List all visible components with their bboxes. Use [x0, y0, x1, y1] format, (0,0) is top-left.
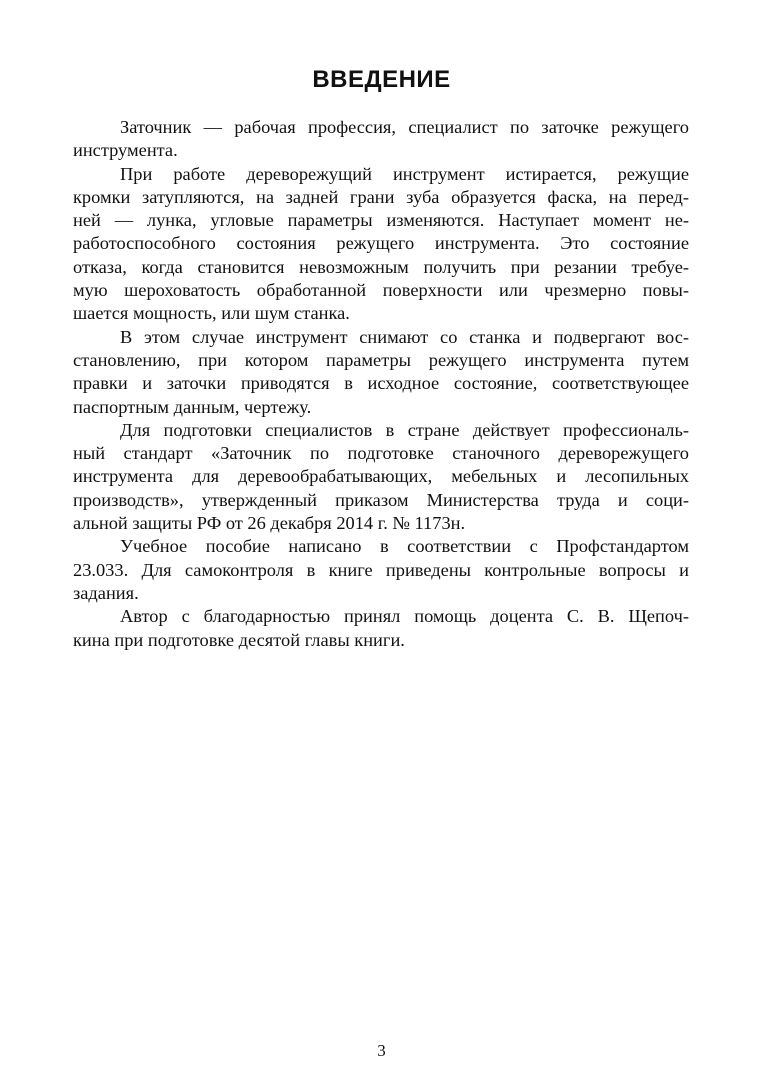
- text-line: правки и заточки приводятся в исходное состояние, соответствующее: [73, 373, 689, 394]
- text-line: ный стандарт «Заточник по подготовке станочного дереворежущего: [73, 443, 689, 464]
- text-line: кромки затупляются, на задней грани зуба образуется фаска, на перед-: [73, 186, 689, 207]
- paragraph-3: [73, 326, 689, 419]
- paragraph-4: [73, 419, 689, 535]
- text-line: шается мощность, или шум станка.: [73, 303, 350, 324]
- text-line: кина при подготовке десятой главы книги.: [73, 629, 405, 650]
- text-line: производств», утвержденный приказом Министерства труда и соци-: [73, 489, 689, 510]
- page-title: ВВЕДЕНИЕ: [312, 66, 451, 93]
- text-line: Учебное пособие написано в соответствии с Профстандартом: [120, 536, 689, 557]
- paragraph-2: [73, 163, 689, 326]
- text-line: В этом случае инструмент снимают со станка и подвергают вос-: [120, 326, 689, 347]
- body-text: [73, 116, 689, 652]
- paragraph-6: [73, 605, 689, 652]
- text-line: становлению, при котором параметры режущего инструмента путем: [73, 349, 689, 370]
- text-line: 23.033. Для самоконтроля в книге приведены контрольные вопросы и: [73, 559, 689, 580]
- paragraph-1: [73, 116, 689, 163]
- text-line: отказа, когда становится невозможным получить при резании требуе-: [73, 256, 689, 277]
- text-line: Для подготовки специалистов в стране действует профессиональ-: [120, 419, 689, 440]
- text-line: При работе дереворежущий инструмент истирается, режущие: [120, 163, 689, 184]
- text-line: альной защиты РФ от 26 декабря 2014 г. № 1173н.: [73, 513, 466, 534]
- text-line: Заточник — рабочая профессия, специалист по заточке режущего: [120, 117, 689, 137]
- text-line: работоспособного состояния режущего инструмента. Это состояние: [73, 233, 689, 254]
- text-line: Автор с благодарностью принял помощь доцента С. В. Щепоч-: [120, 606, 689, 627]
- text-line: задания.: [73, 582, 139, 603]
- text-line: инструмента для деревообрабатывающих, мебельных и лесопильных: [73, 466, 689, 487]
- paragraph-5: [73, 535, 689, 605]
- text-line: инструмента.: [73, 140, 178, 161]
- text-line: ней — лунка, угловые параметры изменяются. Наступает момент не-: [73, 210, 689, 231]
- text-line: паспортным данным, чертежу.: [73, 396, 312, 417]
- page-number: 3: [377, 1041, 386, 1060]
- text-line: мую шероховатость обработанной поверхности или чрезмерно повы-: [73, 280, 689, 301]
